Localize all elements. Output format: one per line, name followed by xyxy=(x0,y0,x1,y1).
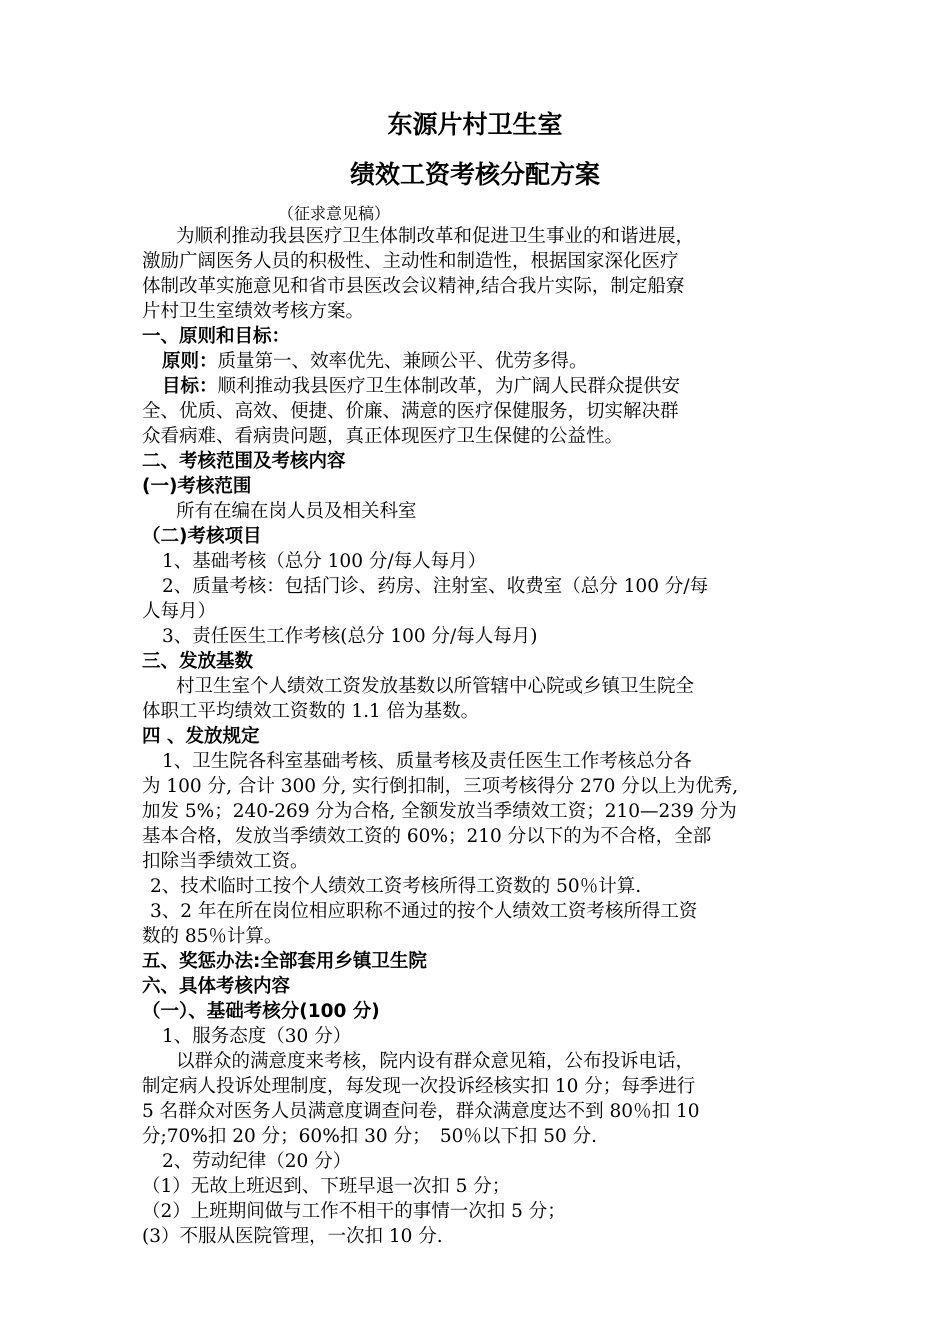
paragraph-line: 数的 85％计算。 xyxy=(142,926,283,947)
section-heading: 五、奖惩办法:全部套用乡镇卫生院 xyxy=(142,951,427,972)
list-item: 1、基础考核（总分 100 分/每人每月） xyxy=(162,551,487,572)
goal-line xyxy=(162,374,680,399)
paragraph-line: 所有在编在岗人员及相关科室 xyxy=(176,501,417,522)
subsection-heading: （二)考核项目 xyxy=(142,526,262,547)
list-item: 2、劳动纪律（20 分） xyxy=(162,1151,352,1172)
list-item: 2、质量考核：包括门诊、药房、注射室、收费室（总分 100 分/每 xyxy=(162,576,709,597)
paragraph-line: 村卫生室个人绩效工资发放基数以所管辖中心院或乡镇卫生院全 xyxy=(176,676,695,697)
list-item: (3）不服从医院管理，一次扣 10 分. xyxy=(142,1226,443,1247)
doc-title: 东源片村卫生室 xyxy=(387,110,563,139)
paragraph-line: 扣除当季绩效工资。 xyxy=(142,851,309,872)
paragraph-line: 2、技术临时工按个人绩效工资考核所得工资数的 50％计算. xyxy=(150,876,642,897)
section-heading: 四 、发放规定 xyxy=(142,726,260,747)
paragraph-line: 片村卫生室绩效考核方案。 xyxy=(142,301,365,322)
principle-label: 原则： xyxy=(162,351,218,372)
principle-line xyxy=(162,349,588,374)
section-heading: 六、具体考核内容 xyxy=(142,976,291,997)
paragraph-line: 3、2 年在所在岗位相应职称不通过的按个人绩效工资考核所得工资 xyxy=(150,901,698,922)
paragraph-line: 全、优质、高效、便捷、价廉、满意的医疗保健服务，切实解决群 xyxy=(142,401,679,422)
list-item-cont: 人每月） xyxy=(142,601,217,622)
paragraph-line: 分;70%扣 20 分；60%扣 30 分； 50％以下扣 50 分. xyxy=(142,1126,598,1147)
goal-label: 目标： xyxy=(162,376,218,397)
paragraph-line: 以群众的满意度来考核，院内设有群众意见箱，公布投诉电话， xyxy=(176,1051,695,1072)
paragraph-line: 1、卫生院各科室基础考核、质量考核及责任医生工作考核总分各 xyxy=(162,751,692,772)
list-item: 3、责任医生工作考核(总分 100 分/每人每月) xyxy=(162,626,538,647)
paragraph-line: 5 名群众对医务人员满意度调查问卷，群众满意度达不到 80％扣 10 xyxy=(142,1101,700,1122)
draft-note: （征求意见稿） xyxy=(278,204,391,223)
paragraph-line: 体职工平均绩效工资数的 1.1 倍为基数。 xyxy=(142,701,480,722)
list-item: （1）无故上班迟到、下班早退一次扣 5 分； xyxy=(142,1176,511,1197)
section-heading: 一、原则和目标： xyxy=(142,326,291,347)
paragraph-line: 基本合格，发放当季绩效工资的 60%；210 分以下的为不合格，全部 xyxy=(142,826,712,847)
principle-text: 质量第一、效率优先、兼顾公平、优劳多得。 xyxy=(217,351,588,372)
paragraph-line: 激励广阔医务人员的积极性、主动性和制造性，根据国家深化医疗 xyxy=(142,251,679,272)
subsection-heading: (一)考核范围 xyxy=(142,476,252,497)
list-item: 1、服务态度（30 分） xyxy=(162,1026,352,1047)
list-item: （2）上班期间做与工作不相干的事情一次扣 5 分； xyxy=(142,1201,566,1222)
paragraph-line: 众看病难、看病贵问题，真正体现医疗卫生保健的公益性。 xyxy=(142,426,624,447)
doc-subtitle-title: 绩效工资考核分配方案 xyxy=(349,160,600,189)
section-heading: 二、考核范围及考核内容 xyxy=(142,451,346,472)
paragraph-line: 加发 5%；240-269 分为合格, 全额发放当季绩效工资；210—239 分为 xyxy=(142,801,737,822)
subsection-heading: （一）、基础考核分(100 分) xyxy=(142,1001,380,1022)
paragraph-line: 为 100 分, 合计 300 分, 实行倒扣制，三项考核得分 270 分以上为优秀, xyxy=(142,776,739,797)
section-heading: 三、发放基数 xyxy=(142,651,254,672)
goal-text: 顺利推动我县医疗卫生体制改革，为广阔人民群众提供安 xyxy=(217,376,681,397)
paragraph-line: 制定病人投诉处理制度，每发现一次投诉经核实扣 10 分；每季进行 xyxy=(142,1076,696,1097)
paragraph-line: 为顺利推动我县医疗卫生体制改革和促进卫生事业的和谐进展， xyxy=(176,226,695,247)
paragraph-line: 体制改革实施意见和省市县医改会议精神,结合我片实际，制定船寮 xyxy=(142,276,685,297)
